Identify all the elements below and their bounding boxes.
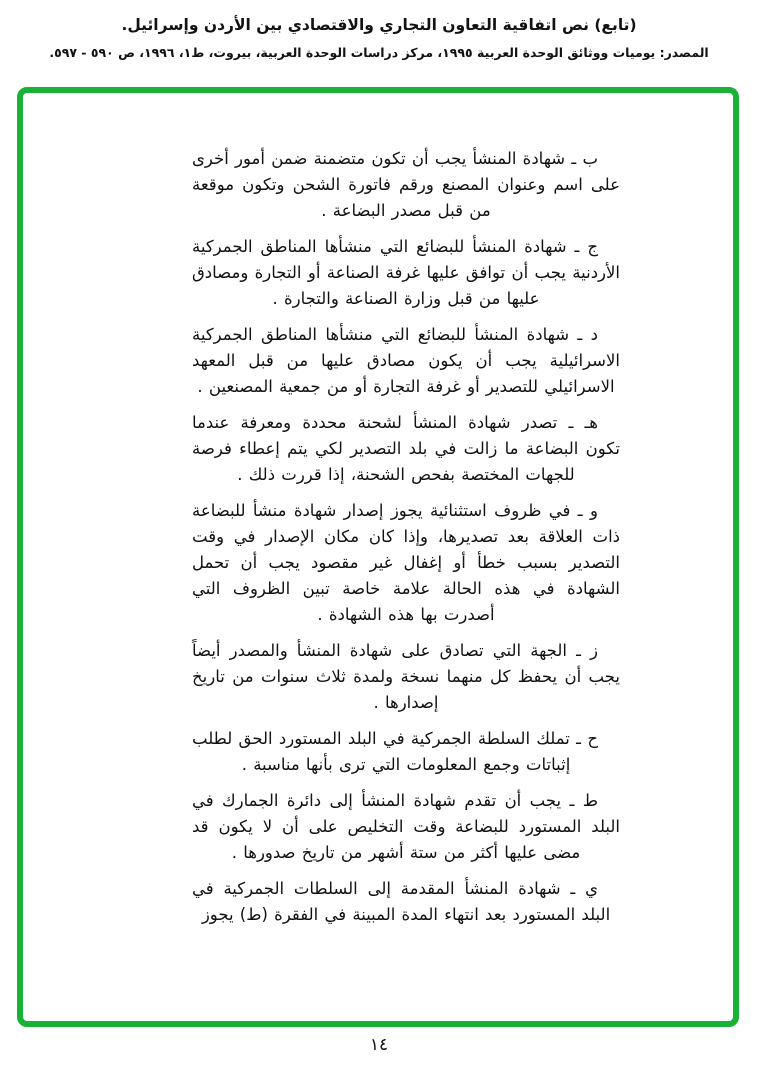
paragraph-hh: ح ـ تملك السلطة الجمركية في البلد المستورد الحق لطلب إثباتات وجمع المعلومات التي ترى بأنها مناسبة .: [192, 729, 598, 774]
source-citation: المصدر: يوميات ووثائق الوحدة العربية ١٩٩٥، مركز دراسات الوحدة العربية، بيروت، ط١، ١٩٩٦، ص ٥٩٠ - ٥٩٧.: [49, 45, 709, 60]
paragraph-d: د ـ شهادة المنشأ للبضائع التي منشأها المناطق الجمركية الاسرائيلية يجب أن يكون مصادق عليها من قبل المعهد الاسرائيلي للتصدير أو غرفة التجارة أو من جمعية المصنعين .: [192, 325, 620, 396]
paragraph-j: ج ـ شهادة المنشأ للبضائع التي منشأها المناطق الجمركية الأردنية يجب أن توافق عليها غرفة الصناعة أو التجارة ومصادق عليها من قبل وزارة الصناعة والتجارة .: [192, 237, 620, 308]
document-title: (تابع) نص اتفاقية التعاون التجاري والاقتصادي بين الأردن وإسرائيل.: [121, 16, 637, 34]
paragraph-z: ز ـ الجهة التي تصادق على شهادة المنشأ والمصدر أيضاً يجب أن يحفظ كل منهما نسخة ولمدة ثلاث سنوات من تاريخ إصدارها .: [192, 641, 620, 712]
paragraph-b: ب ـ شهادة المنشأ يجب أن تكون متضمنة ضمن أمور أخرى على اسم وعنوان المصنع ورقم فاتورة الشحن وتكون موقعة من قبل مصدر البضاعة .: [192, 149, 620, 220]
page-number: ١٤: [369, 1035, 389, 1055]
paragraph-t: ط ـ يجب أن تقدم شهادة المنشأ إلى دائرة الجمارك في البلد المستورد للبضاعة وقت التخليص على أن لا يكون قد مضى عليها أكثر من ستة أشهر من تاريخ صدورها .: [192, 791, 620, 862]
paragraph-h: هـ ـ تصدر شهادة المنشأ لشحنة محددة ومعرفة عندما تكون البضاعة ما زالت في بلد التصدير لكي يتم إعطاء فرصة للجهات المختصة بفحص الشحنة، إذا قررت ذلك .: [192, 413, 620, 484]
body-text-column: [192, 146, 620, 938]
paragraph-y: ي ـ شهادة المنشأ المقدمة إلى السلطات الجمركية في البلد المستورد بعد انتهاء المدة المبينة في الفقرة (ط) يجوز: [192, 879, 611, 924]
paragraph-w: و ـ في ظروف استثنائية يجوز إصدار شهادة منشأ للبضاعة ذات العلاقة بعد تصديرها، وإذا كان مكان الإصدار في وقت التصدير بسبب خطأ أو إغفال غير مقصود يجب أن تحمل الشهادة في هذه الحالة علامة خاصة تبين الظروف التي أصدرت بها هذه الشهادة .: [192, 501, 620, 624]
page-header: [0, 16, 758, 60]
